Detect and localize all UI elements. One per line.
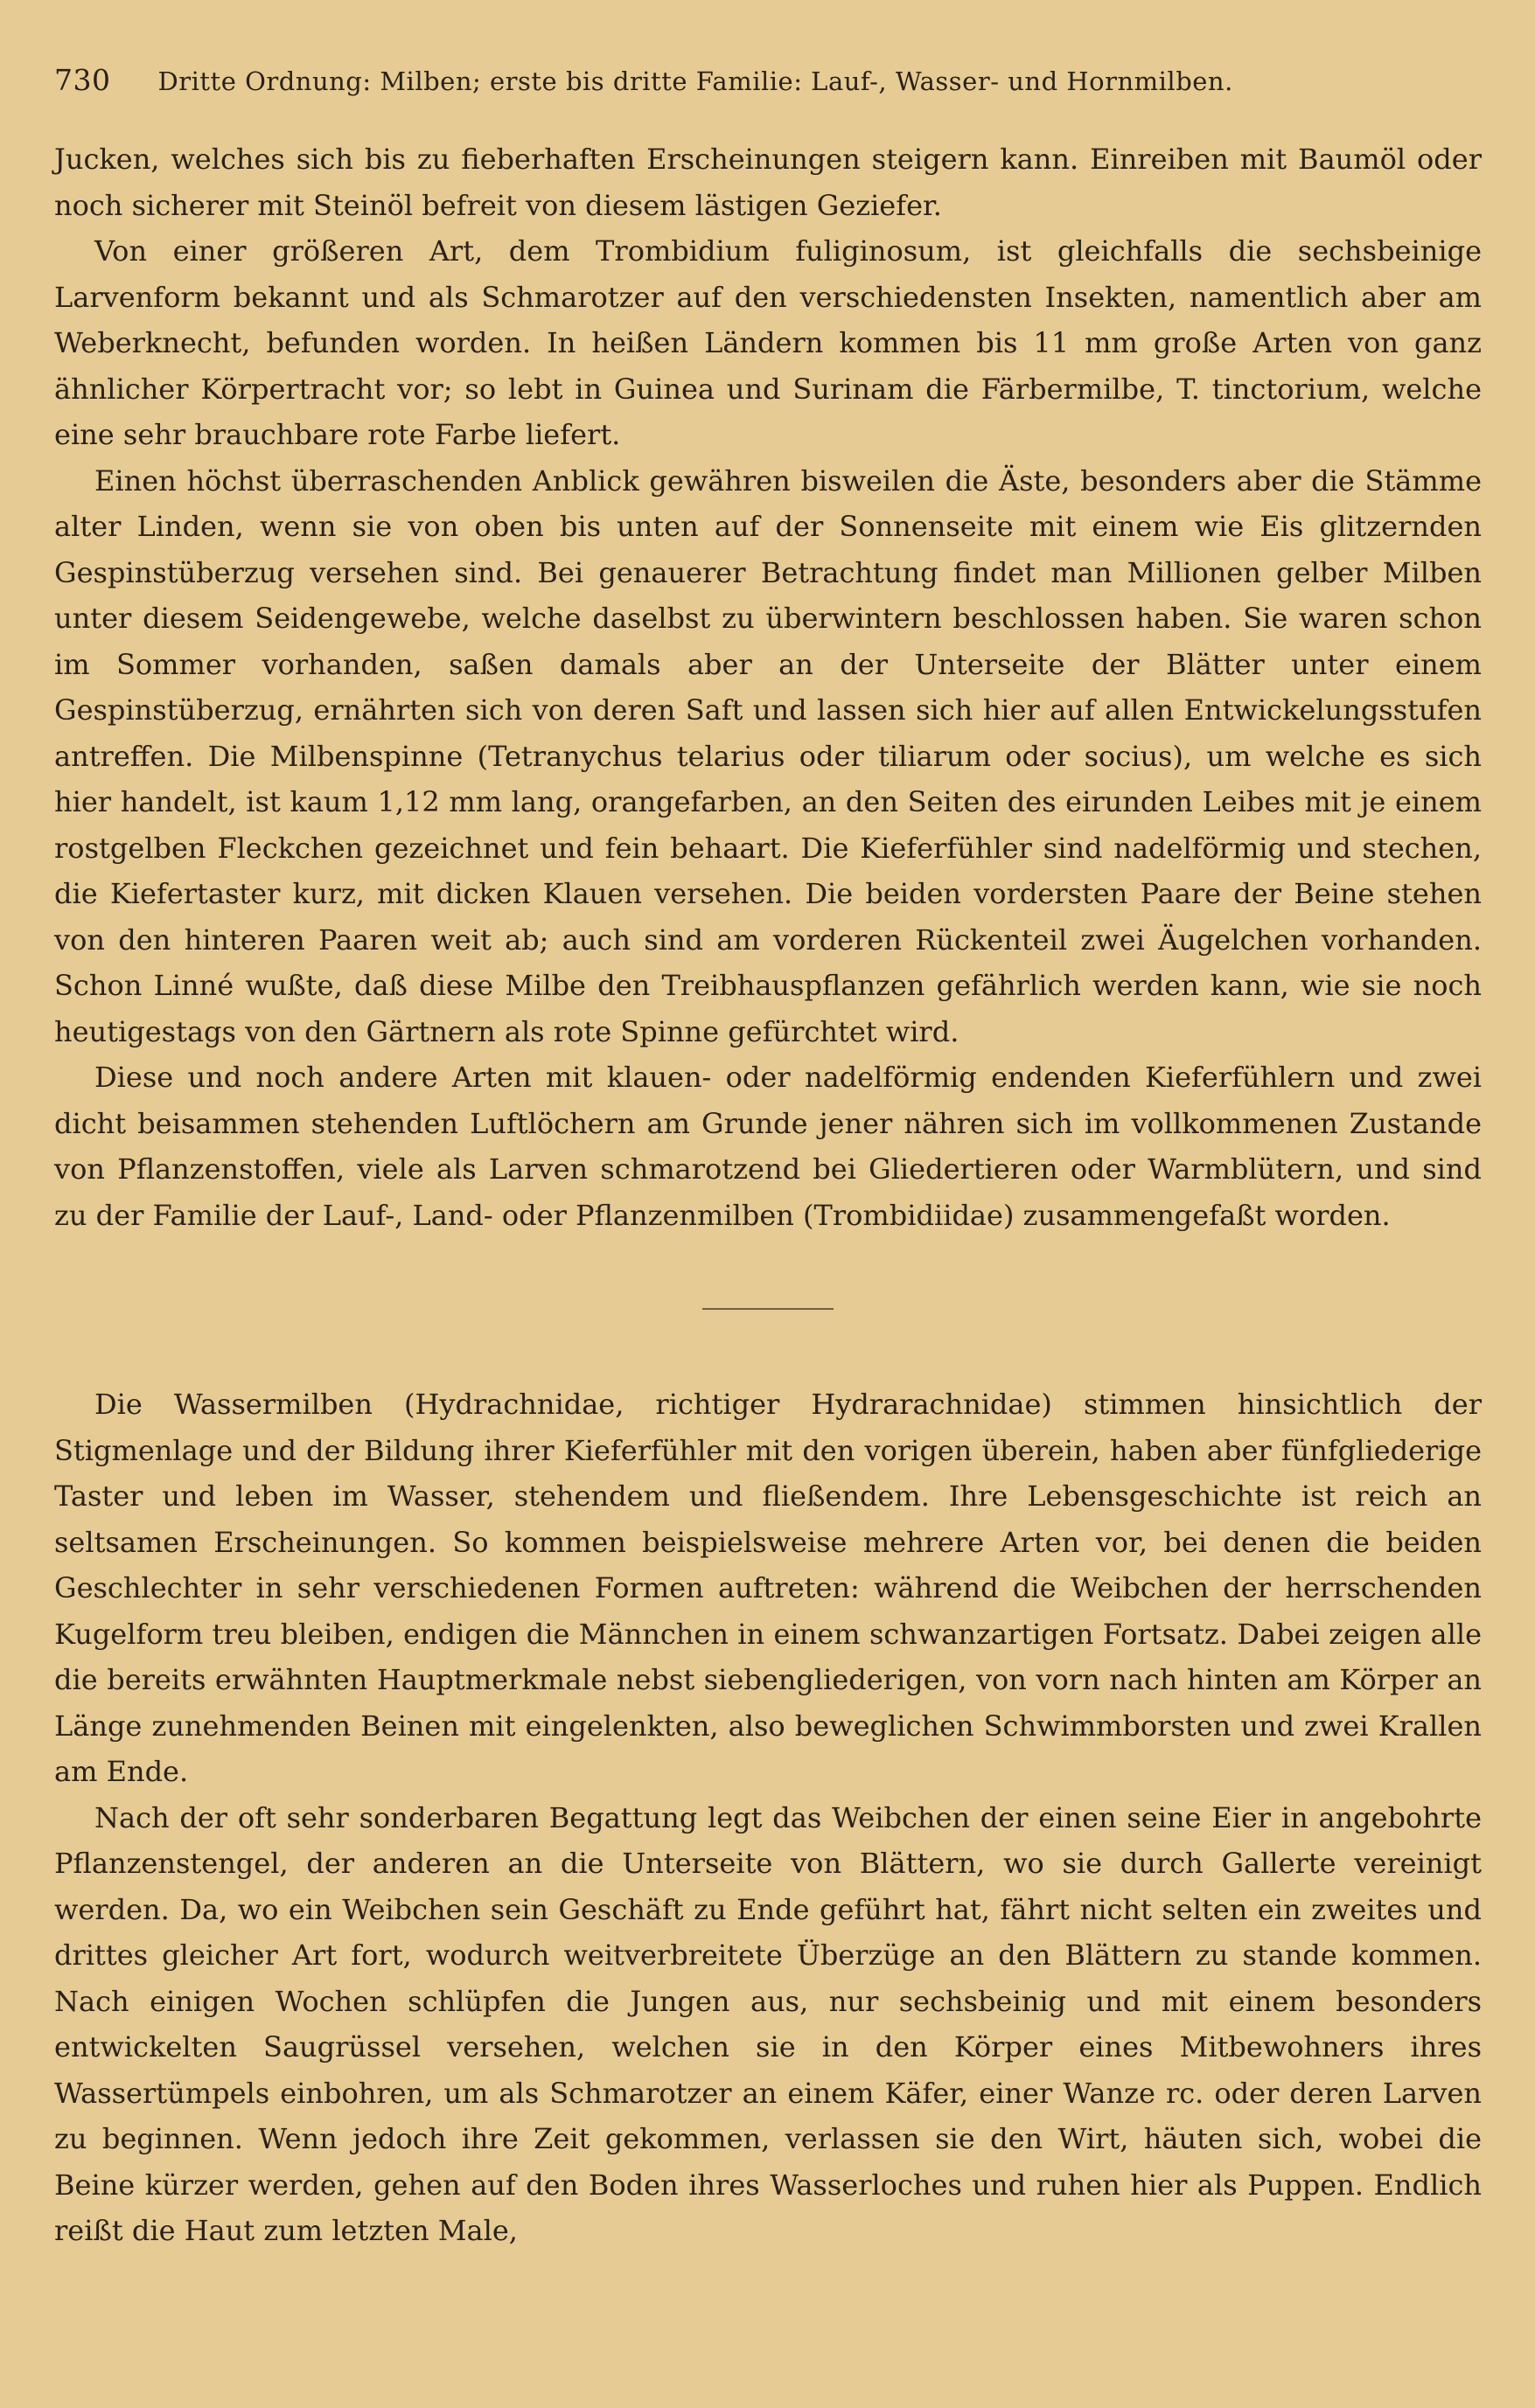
paragraph-1: Jucken, welches sich bis zu fieberhaften Erscheinungen steigern kann. Einreiben mit Baumöl oder noch sicherer mit Steinöl befreit von diesem lästigen Geziefer.: [54, 143, 1482, 222]
paragraph-2: Von einer größeren Art, dem Trombidium fuliginosum, ist gleichfalls die sechsbeinige Larvenform bekannt und als Schmarotzer auf den verschiedensten Insekten, namentlich aber am Weberknecht, befunden worden. In heißen Ländern kommen bis 11 mm große Arten von ganz ähnlicher Körpertracht vor; so lebt in Guinea und Surinam die Färbermilbe, T. tinctorium, welche eine sehr brauchbare rote Farbe liefert.: [54, 234, 1482, 451]
page-header: [54, 58, 1482, 114]
running-title: Dritte Ordnung: Milben; erste bis dritte Familie: Lauf-, Wasser- und Hornmilben.: [157, 66, 1233, 96]
paragraph-6: Nach der oft sehr sonderbaren Begattung legt das Weibchen der einen seine Eier in angebohrte Pflanzenstengel, der anderen an die Unterseite von Blättern, wo sie durch Gallerte vereinigt werden. Da, wo ein Weibchen sein Geschäft zu Ende geführt hat, fährt nicht selten ein zweites und drittes gleicher Art fort, wodurch weitverbreitete Überzüge an den Blättern zu stande kommen. Nach einigen Wochen schlüpfen die Jungen aus, nur sechsbeinig und mit einem besonders entwickelten Saugrüssel versehen, welchen sie in den Körper eines Mitbewohners ihres Wassertümpels einbohren, um als Schmarotzer an einem Käfer, einer Wanze rc. oder deren Larven zu beginnen. Wenn jedoch ihre Zeit gekommen, verlassen sie den Wirt, häuten sich, wobei die Beine kürzer werden, gehen auf den Boden ihres Wasserloches und ruhen hier als Puppen. Endlich reißt die Haut zum letzten Male,: [54, 1800, 1482, 2247]
page-number: 730: [54, 63, 111, 97]
paragraph-5: Die Wassermilben (Hydrachnidae, richtiger Hydrarachnidae) stimmen hinsichtlich der Stigmenlage und der Bildung ihrer Kieferfühler mit den vorigen überein, haben aber fünfgliederige Taster und leben im Wasser, stehendem und fließendem. Ihre Lebensgeschichte ist reich an seltsamen Erscheinungen. So kommen beispielsweise mehrere Arten vor, bei denen die beiden Geschlechter in sehr verschiedenen Formen auftreten: während die Weibchen der herrschenden Kugelform treu bleiben, endigen die Männchen in einem schwanzartigen Fortsatz. Dabei zeigen alle die bereits erwähnten Hauptmerkmale nebst siebengliederigen, von vorn nach hinten am Körper an Länge zunehmenden Beinen mit eingelenkten, also beweglichen Schwimmborsten und zwei Krallen am Ende.: [54, 1388, 1482, 1788]
book-page: [54, 58, 1482, 2254]
section-divider: [702, 1308, 834, 1310]
paragraph-3: Einen höchst überraschenden Anblick gewähren bisweilen die Äste, besonders aber die Stämme alter Linden, wenn sie von oben bis unten auf der Sonnenseite mit einem wie Eis glitzernden Gespinstüberzug versehen sind. Bei genauerer Betrachtung findet man Millionen gelber Milben unter diesem Seidengewebe, welche daselbst zu überwintern beschlossen haben. Sie waren schon im Sommer vorhanden, saßen damals aber an der Unterseite der Blätter unter einem Gespinstüberzug, ernährten sich von deren Saft und lassen sich hier auf allen Entwickelungsstufen antreffen. Die Milbenspinne (Tetranychus telarius oder tiliarum oder socius), um welche es sich hier handelt, ist kaum 1,12 mm lang, orangefarben, an den Seiten des eirunden Leibes mit je einem rostgelben Fleckchen gezeichnet und fein behaart. Die Kieferfühler sind nadelförmig und stechen, die Kiefertaster kurz, mit dicken Klauen versehen. Die beiden vordersten Paare der Beine stehen von den hinteren Paaren weit ab; auch sind am vorderen Rückenteil zwei Äugelchen vorhanden. Schon Linné wußte, daß diese Milbe den Treibhauspflanzen gefährlich werden kann, wie sie noch heutigestags von den Gärtnern als rote Spinne gefürchtet wird.: [54, 463, 1482, 1048]
paragraph-4: Diese und noch andere Arten mit klauen- oder nadelförmig endenden Kieferfühlern und zwei dicht beisammen stehenden Luftlöchern am Grunde jener nähren sich im vollkommenen Zustande von Pflanzenstoffen, viele als Larven schmarotzend bei Gliedertieren oder Warmblütern, und sind zu der Familie der Lauf-, Land- oder Pflanzenmilben (Trombidiidae) zusammengefaßt worden.: [54, 1061, 1482, 1232]
